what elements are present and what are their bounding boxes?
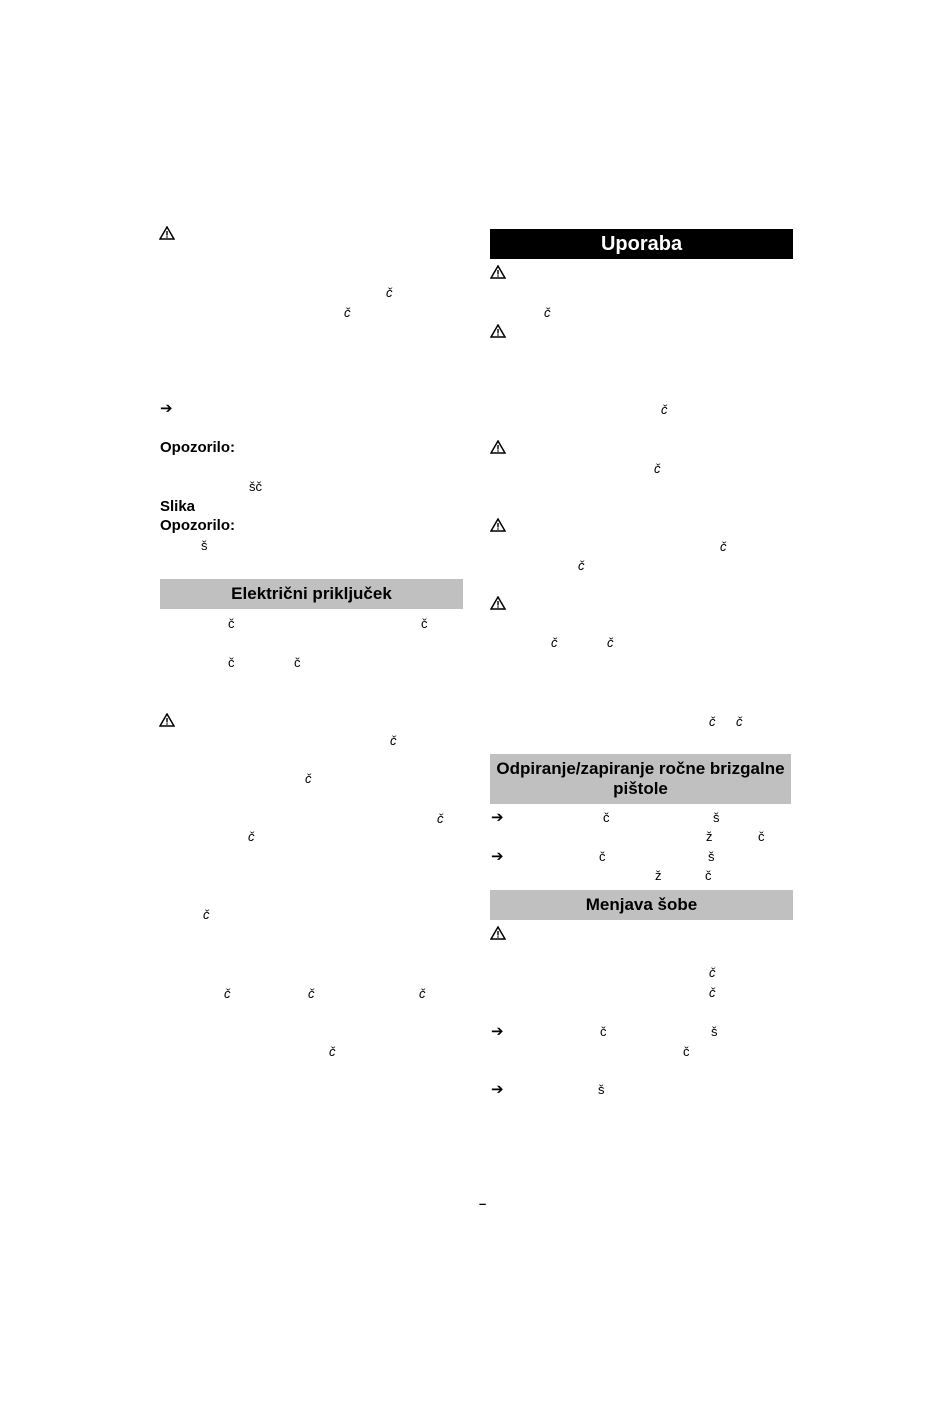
text-fragment: č <box>248 829 255 844</box>
text-fragment: č <box>683 1044 690 1059</box>
arrow-right-icon: ➔ <box>491 848 504 865</box>
text-fragment: č <box>709 985 716 1000</box>
text-fragment: č <box>228 616 235 631</box>
text-fragment: č <box>294 655 301 670</box>
slika-label: Slika <box>160 498 196 515</box>
opozorilo-label: Opozorilo: <box>160 439 235 456</box>
arrow-right-icon: ➔ <box>491 809 504 826</box>
text-fragment: ž <box>655 868 662 883</box>
text-fragment: šč <box>249 479 262 494</box>
warning-triangle-icon <box>490 926 506 940</box>
text-fragment: č <box>437 811 444 826</box>
text-fragment: č <box>607 635 614 650</box>
warning-triangle-icon <box>490 518 506 532</box>
text-fragment: č <box>329 1044 336 1059</box>
arrow-right-icon: ➔ <box>491 1081 504 1098</box>
text-fragment: č <box>344 305 351 320</box>
text-fragment: č <box>386 285 393 300</box>
text-fragment: ž <box>706 829 713 844</box>
section-heading-odpiranje-text: Odpiranje/zapiranje ročne brizgalne pištole <box>496 759 785 798</box>
text-fragment: č <box>654 461 661 476</box>
text-fragment: č <box>758 829 765 844</box>
text-fragment: č <box>599 849 606 864</box>
text-fragment: š <box>598 1082 605 1097</box>
text-fragment: š <box>711 1024 718 1039</box>
text-fragment: č <box>308 986 315 1001</box>
warning-triangle-icon <box>159 713 175 727</box>
text-fragment: č <box>224 986 231 1001</box>
text-fragment: č <box>544 305 551 320</box>
text-fragment: č <box>551 635 558 650</box>
section-heading-odpiranje <box>490 754 791 804</box>
text-fragment: č <box>203 907 210 922</box>
text-fragment: č <box>305 771 312 786</box>
warning-triangle-icon <box>490 596 506 610</box>
arrow-right-icon: ➔ <box>160 400 173 417</box>
text-fragment: č <box>421 616 428 631</box>
arrow-right-icon: ➔ <box>491 1023 504 1040</box>
text-fragment: č <box>661 402 668 417</box>
text-fragment: č <box>709 965 716 980</box>
section-heading-uporaba: Uporaba <box>490 229 793 259</box>
text-fragment: č <box>390 733 397 748</box>
text-fragment: š <box>713 810 720 825</box>
text-fragment: š <box>708 849 715 864</box>
text-fragment: č <box>228 655 235 670</box>
text-fragment: č <box>720 539 727 554</box>
section-heading-menjava: Menjava šobe <box>490 890 793 920</box>
text-fragment: č <box>603 810 610 825</box>
text-fragment: č <box>419 986 426 1001</box>
warning-triangle-icon <box>490 324 506 338</box>
warning-triangle-icon <box>159 226 175 240</box>
warning-triangle-icon <box>490 440 506 454</box>
opozorilo-label: Opozorilo: <box>160 517 235 534</box>
section-heading-elektricni: Električni priključek <box>160 579 463 609</box>
text-fragment: č <box>705 868 712 883</box>
text-fragment: š <box>201 538 208 553</box>
text-fragment: č <box>600 1024 607 1039</box>
text-fragment: č <box>578 558 585 573</box>
warning-triangle-icon <box>490 265 506 279</box>
text-fragment: č <box>736 714 743 729</box>
text-fragment: č <box>709 714 716 729</box>
page-mark: – <box>479 1196 487 1211</box>
